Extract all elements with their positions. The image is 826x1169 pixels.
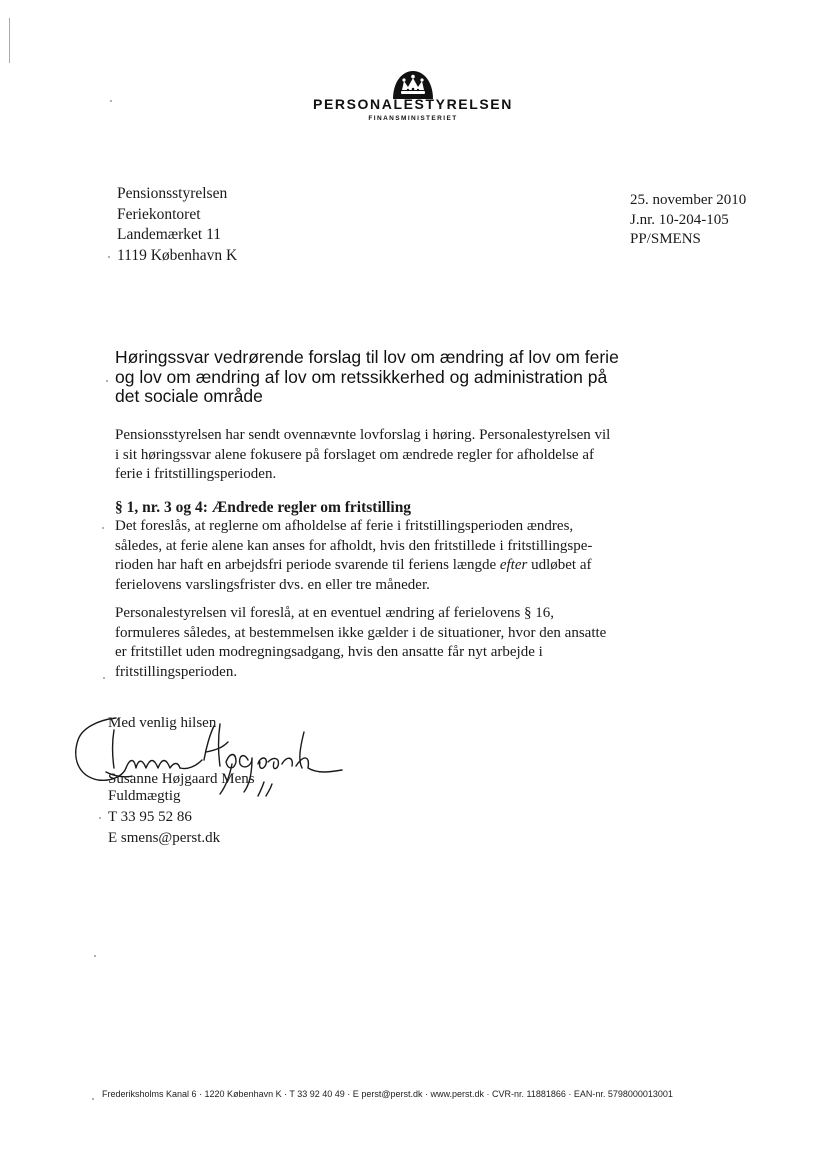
reference-code: PP/SMENS	[630, 231, 701, 247]
paragraph-line: Det foreslås, at reglerne om afholdelse af ferie i fritstillingsperioden ændres,	[115, 518, 574, 534]
section-heading: § 1, nr. 3 og 4: Ændrede regler om fritstilling	[115, 499, 412, 516]
scan-speck	[102, 527, 104, 529]
email-address: E smens@perst.dk	[108, 830, 221, 846]
scan-speck	[108, 256, 110, 258]
paragraph-line: formuleres således, at bestemmelsen ikke gælder i de situationer, hvor den ansatte	[115, 624, 607, 641]
organization-name: PERSONALESTYRELSEN	[313, 96, 513, 112]
scan-speck	[99, 817, 101, 819]
contact-block	[108, 786, 220, 849]
signer-name: Susanne Højgaard Mens	[108, 771, 255, 787]
letter-date: 25. november 2010	[630, 192, 747, 208]
paragraph-line: ferielovens varslingsfrister dvs. en eller tre måneder.	[115, 576, 430, 593]
intro-paragraph	[115, 426, 635, 485]
subject-line: Høringssvar vedrørende forslag til lov om ændring af lov om ferie	[115, 347, 619, 367]
subject-line: det sociale område	[115, 386, 263, 406]
recipient-line: 1119 København K	[117, 246, 238, 264]
scan-speck	[106, 380, 108, 382]
paragraph-line: fritstillingsperioden.	[115, 663, 238, 680]
recipient-line: Pensionsstyrelsen	[117, 185, 228, 202]
paragraph-line	[115, 556, 635, 576]
ministry-name: FINANSMINISTERIET	[368, 115, 458, 122]
paragraph-line: i sit høringssvar alene fokusere på forslaget om ændrede regler for afholdelse af	[115, 446, 594, 463]
footer-address: Frederiksholms Kanal 6 · 1220 København K · T 33 92 40 49 · E perst@perst.dk · www.perst.dk · CVR-nr. 11881866 · EAN-nr. 5798000013001	[102, 1089, 673, 1099]
letter-subject	[115, 348, 655, 407]
section-paragraph	[115, 517, 635, 595]
scan-speck	[92, 1098, 94, 1100]
recipient-line: Feriekontoret	[117, 205, 201, 223]
text-run: udløbet af	[527, 557, 592, 573]
recipient-address	[117, 184, 237, 266]
paragraph-line: er fritstillet uden modregningsadgang, hvis den ansatte får nyt arbejde i	[115, 644, 543, 660]
letter-meta	[630, 191, 746, 250]
emphasis-text: efter	[499, 557, 528, 573]
scan-speck	[110, 100, 112, 102]
scan-speck	[103, 677, 105, 679]
proposal-paragraph	[115, 604, 635, 682]
phone-number: T 33 95 52 86	[108, 809, 192, 825]
scan-speck	[94, 955, 96, 957]
closing-greeting: Med venlig hilsen	[108, 715, 217, 731]
paragraph-line: Pensionsstyrelsen har sendt ovennævnte lovforslag i høring. Personalestyrelsen vil	[115, 427, 611, 443]
paragraph-line: således, at ferie alene kan anses for afholdt, hvis den fritstillede i fritstillingspe-	[115, 537, 593, 554]
text-run: rioden har haft en arbejdsfri periode svarende til feriens længde	[115, 557, 500, 573]
recipient-line: Landemærket 11	[117, 226, 222, 243]
subject-line: og lov om ændring af lov om retssikkerhed og administration på	[115, 366, 608, 387]
scan-margin-line	[9, 18, 10, 63]
journal-number: J.nr. 10-204-105	[630, 211, 729, 228]
signer-title: Fuldmægtig	[108, 788, 181, 804]
paragraph-line: ferie i fritstillingsperioden.	[115, 466, 277, 482]
paragraph-line: Personalestyrelsen vil foreslå, at en eventuel ændring af ferielovens § 16,	[115, 605, 555, 621]
